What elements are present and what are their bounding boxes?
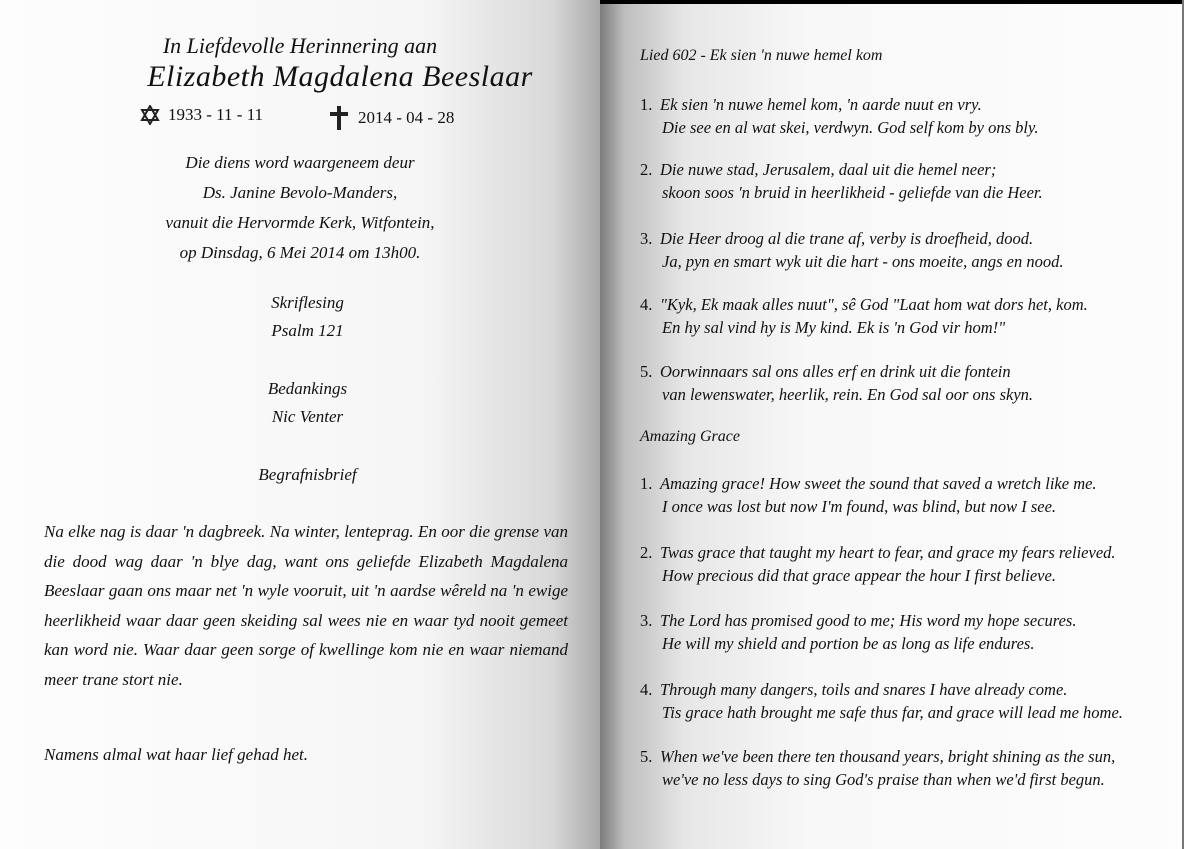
verse-line: we've no less days to sing God's praise than when we'd first begun. [662,770,1105,789]
verse-number: 4. [640,295,653,314]
verse-line: How precious did that grace appear the hour I first believe. [662,566,1056,585]
hymn-verse [640,541,1116,587]
verse-line: Oorwinnaars sal ons alles erf en drink uit die fontein [660,362,1011,381]
verse-line: Amazing grace! How sweet the sound that saved a wretch like me. [660,474,1097,493]
death-date: 2014 - 04 - 28 [358,108,455,127]
hymn-verse [640,678,1123,724]
hymn-verse [640,227,1063,273]
verse-line: Through many dangers, toils and snares I have already come. [660,680,1068,699]
hymn-verse [640,360,1033,406]
verse-line: The Lord has promised good to me; His word my hope secures. [660,611,1077,630]
birth-date-row [140,105,263,125]
verse-number: 4. [640,680,653,699]
verse-line: En hy sal vind hy is My kind. Ek is 'n God vir hom!" [662,318,1006,337]
hymn-verse [640,472,1097,518]
verse-line: van lewenswater, heerlik, rein. En God sal oor ons skyn. [662,385,1034,404]
memorial-heading: In Liefdevolle Herinnering aan [162,33,438,58]
verse-number: 2. [640,160,653,179]
verse-number: 3. [640,229,653,248]
hymn-verse [640,158,1043,204]
hymn-title: Lied 602 - Ek sien 'n nuwe hemel kom [640,47,883,64]
hymn-verse [640,745,1115,791]
page-top-edge [600,0,1200,4]
verse-number: 2. [640,543,653,562]
verse-line: He will my shield and portion be as long as life endures. [662,634,1035,653]
verse-line: Ja, pyn en smart wyk uit die hart - ons moeite, angs en nood. [662,252,1064,271]
service-line: Die diens word waargeneem deur [185,153,415,172]
verse-line: When we've been there ten thousand years, bright shining as the sun, [660,747,1116,766]
verse-number: 5. [640,362,653,381]
hymn-verse [640,609,1076,655]
service-line: op Dinsdag, 6 Mei 2014 om 13h00. [179,243,421,262]
star-of-david-icon [140,105,160,125]
birth-date: 1933 - 11 - 11 [168,105,264,124]
verse-number: 3. [640,611,653,630]
verse-line: Die nuwe stad, Jerusalem, daal uit die hemel neer; [660,160,997,179]
verse-line: Ek sien 'n nuwe hemel kom, 'n aarde nuut en vry. [660,95,982,114]
verse-line: "Kyk, Ek maak alles nuut", sê God "Laat hom wat dors het, kom. [660,295,1088,314]
cross-icon [328,105,350,131]
verse-number: 1. [640,474,653,493]
verse-line: I once was lost but now I'm found, was blind, but now I see. [662,497,1057,516]
tribute-paragraph: Na elke nag is daar 'n dagbreek. Na winter, lenteprag. En oor die grense van die dood wag daar 'n blye dag, want ons geliefde Elizabeth Magdalena Beeslaar gaan ons maar net 'n wyle vooruit, uit 'n aardse wêreld na 'n ewige heerlikheid waar daar geen skeiding sal wees nie en waar tyd nooit gemeet kan word nie. Waar daar geen sorge of kwellinge kom nie en waar niemand meer trane stort nie. [44,522,568,689]
thanks-label: Bedankings [267,379,348,398]
burial-label: Begrafnisbrief [258,465,357,484]
thanks-text: Nic Venter [271,407,344,426]
verse-line: skoon soos 'n bruid in heerlikheid - geliefde van die Heer. [662,183,1043,202]
verse-number: 1. [640,95,653,114]
hymn-title: Amazing Grace [640,428,740,445]
verse-line: Die see en al wat skei, verdwyn. God self kom by ons bly. [662,118,1039,137]
deceased-name: Elizabeth Magdalena Beeslaar [147,60,533,93]
closing-line: Namens almal wat haar lief gehad het. [44,745,308,764]
hymn-verse [640,93,1039,139]
reading-label: Skriflesing [271,293,344,312]
verse-line: Twas grace that taught my heart to fear, and grace my fears relieved. [660,543,1116,562]
service-line: vanuit die Hervormde Kerk, Witfontein, [165,213,435,232]
hymn-verse [640,293,1088,339]
verse-line: Die Heer droog al die trane af, verby is droefheid, dood. [660,229,1034,248]
death-date-row [328,105,454,131]
reading-text: Psalm 121 [271,321,344,340]
verse-line: Tis grace hath brought me safe thus far, and grace will lead me home. [662,703,1123,722]
verse-number: 5. [640,747,653,766]
service-line: Ds. Janine Bevolo-Manders, [202,183,398,202]
